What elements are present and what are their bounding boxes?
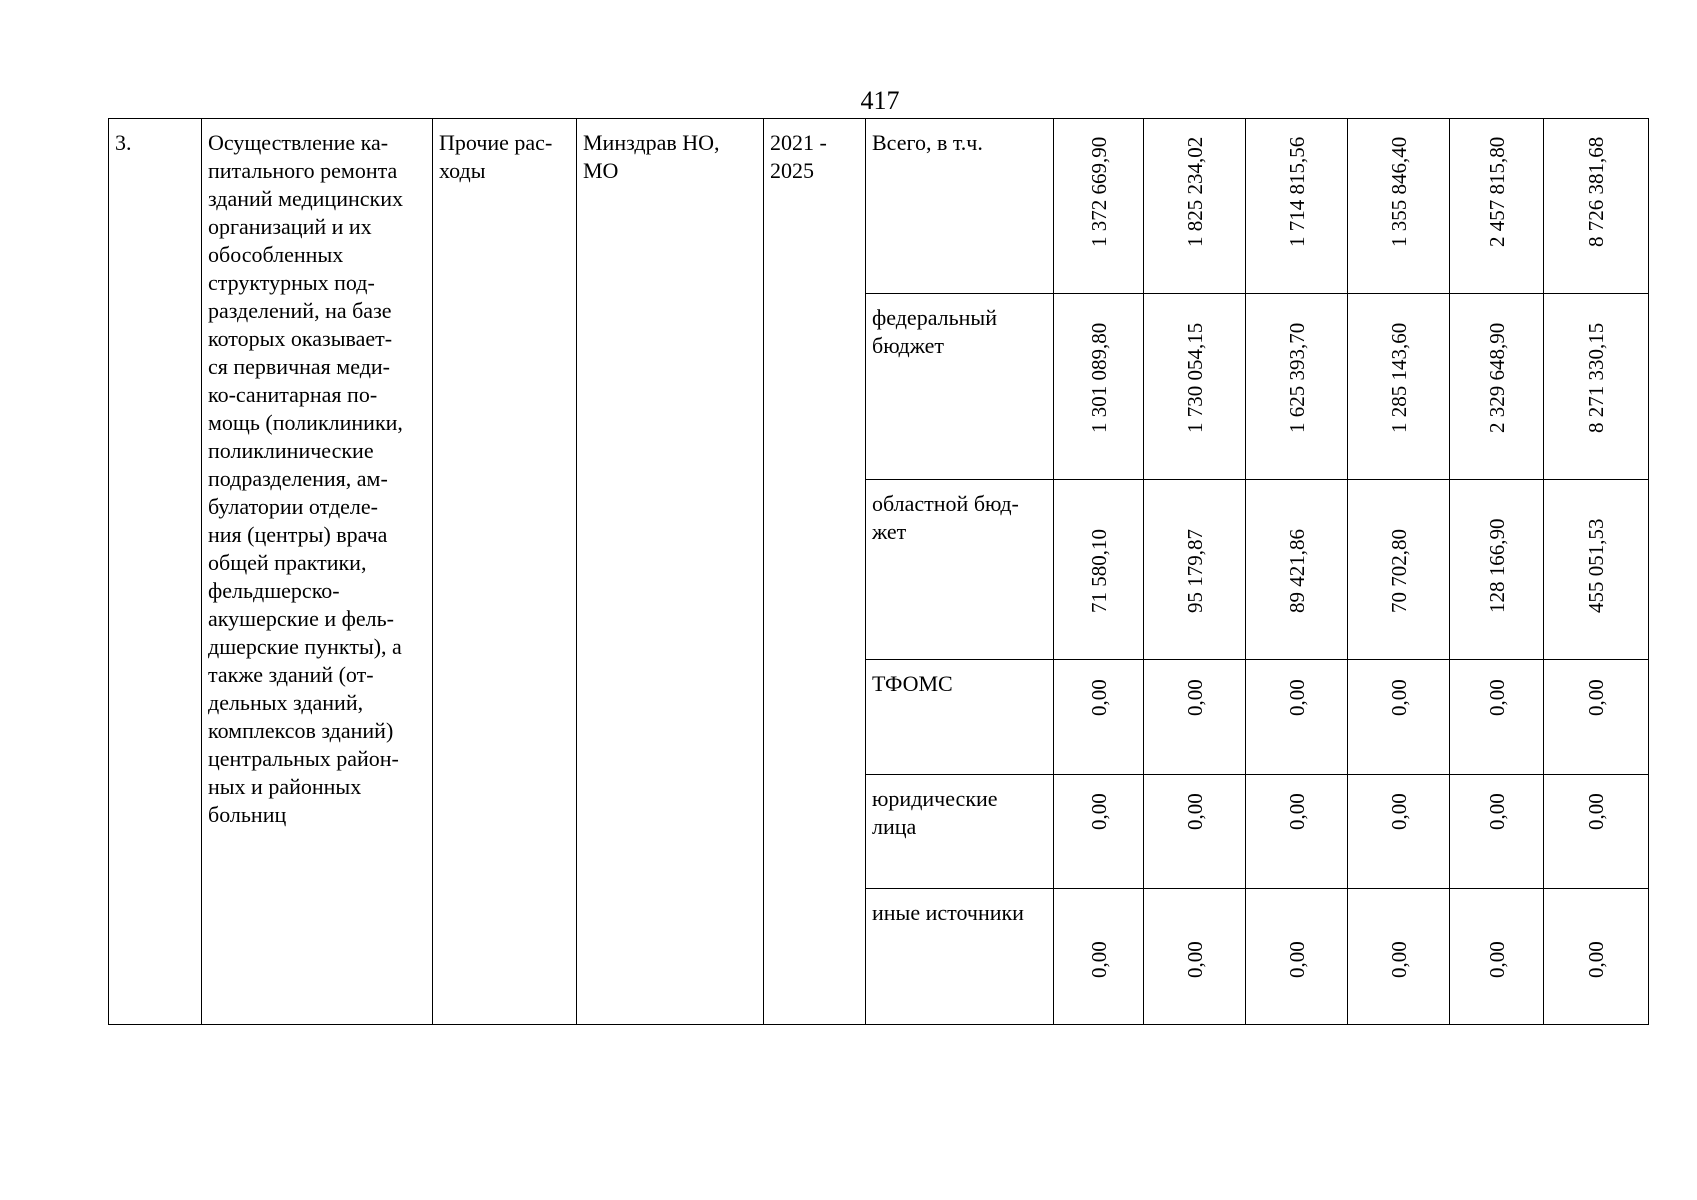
value-tfoms-year-3: 0,00 xyxy=(1284,679,1309,716)
value-cell xyxy=(1246,119,1348,294)
value-cell xyxy=(1348,775,1450,889)
executor-line: МО xyxy=(583,158,619,183)
value-cell xyxy=(1246,480,1348,660)
period-cell xyxy=(764,119,866,1025)
value-tfoms-year-1: 0,00 xyxy=(1086,679,1111,716)
description-line: поликлинические xyxy=(208,438,374,463)
value-cell xyxy=(1144,660,1246,775)
description-line: булатории отделе- xyxy=(208,494,378,519)
expense-type-line: ходы xyxy=(439,158,486,183)
value-regional-year-4: 70 702,80 xyxy=(1386,529,1411,613)
description-line: центральных район- xyxy=(208,746,399,771)
value-regional-year-5: 128 166,90 xyxy=(1484,518,1509,613)
value-cell xyxy=(1246,294,1348,480)
value-cell xyxy=(1348,660,1450,775)
description-line: разделений, на базе xyxy=(208,298,392,323)
value-federal-year-4: 1 285 143,60 xyxy=(1386,322,1411,433)
description-line: ся первичная меди- xyxy=(208,354,390,379)
value-total-year-1: 1 372 669,90 xyxy=(1086,136,1111,247)
source-label-tfoms xyxy=(866,660,1054,775)
description-cell xyxy=(202,119,433,1025)
description-line: подразделения, ам- xyxy=(208,466,388,491)
value-cell xyxy=(1144,775,1246,889)
value-cell xyxy=(1450,294,1544,480)
row-number-cell xyxy=(109,119,202,1025)
value-legal-year-3: 0,00 xyxy=(1284,793,1309,830)
value-cell xyxy=(1054,775,1144,889)
value-cell xyxy=(1054,889,1144,1025)
description-line: акушерские и фель- xyxy=(208,606,394,631)
value-cell xyxy=(1544,294,1649,480)
expense-type-cell xyxy=(433,119,577,1025)
description-line: питального ремонта xyxy=(208,158,398,183)
value-cell xyxy=(1246,660,1348,775)
source-label-line: бюджет xyxy=(872,333,944,358)
value-cell xyxy=(1246,775,1348,889)
value-cell xyxy=(1348,480,1450,660)
description-line: структурных под- xyxy=(208,270,375,295)
value-cell xyxy=(1450,119,1544,294)
description-line: ко-санитарная по- xyxy=(208,382,378,407)
value-tfoms-year-5: 0,00 xyxy=(1484,679,1509,716)
source-label-line: иные источники xyxy=(872,900,1024,925)
period-line: 2021 - xyxy=(770,130,827,155)
value-cell xyxy=(1348,889,1450,1025)
source-label-line: лица xyxy=(872,814,917,839)
value-regional-year-3: 89 421,86 xyxy=(1284,529,1309,613)
value-regional-year-2: 95 179,87 xyxy=(1182,529,1207,613)
value-total-year-4: 1 355 846,40 xyxy=(1386,136,1411,247)
value-cell xyxy=(1054,480,1144,660)
value-cell xyxy=(1144,119,1246,294)
expense-type-line: Прочие рас- xyxy=(439,130,553,155)
source-label-regional xyxy=(866,480,1054,660)
source-label-federal xyxy=(866,294,1054,480)
description-line: которых оказывает- xyxy=(208,326,393,351)
value-other-year-1: 0,00 xyxy=(1086,941,1111,978)
value-legal-year-1: 0,00 xyxy=(1086,793,1111,830)
value-total-sum: 8 726 381,68 xyxy=(1584,136,1608,247)
value-other-year-2: 0,00 xyxy=(1182,941,1207,978)
value-federal-year-3: 1 625 393,70 xyxy=(1284,322,1309,433)
description-line: ных и районных xyxy=(208,774,362,799)
value-cell xyxy=(1348,119,1450,294)
value-cell xyxy=(1144,294,1246,480)
source-label-total xyxy=(866,119,1054,294)
budget-table xyxy=(108,118,1649,1025)
value-federal-year-2: 1 730 054,15 xyxy=(1182,322,1207,433)
description-line: зданий медицинских xyxy=(208,186,403,211)
value-other-year-3: 0,00 xyxy=(1284,941,1309,978)
table-row xyxy=(109,119,1649,294)
value-tfoms-year-4: 0,00 xyxy=(1386,679,1411,716)
description-line: дельных зданий, xyxy=(208,690,364,715)
value-tfoms-year-2: 0,00 xyxy=(1182,679,1207,716)
value-cell xyxy=(1246,889,1348,1025)
value-regional-year-1: 71 580,10 xyxy=(1086,529,1111,613)
value-cell xyxy=(1054,294,1144,480)
value-cell xyxy=(1544,889,1649,1025)
description-line: организаций и их xyxy=(208,214,372,239)
description-line: также зданий (от- xyxy=(208,662,374,687)
source-label-line: юридические xyxy=(872,786,998,811)
value-total-year-2: 1 825 234,02 xyxy=(1182,136,1207,247)
value-cell xyxy=(1054,660,1144,775)
period-line: 2025 xyxy=(770,158,814,183)
value-cell xyxy=(1144,889,1246,1025)
value-federal-year-1: 1 301 089,80 xyxy=(1086,322,1111,433)
value-other-year-5: 0,00 xyxy=(1484,941,1509,978)
value-cell xyxy=(1450,775,1544,889)
source-label-line: ТФОМС xyxy=(872,671,953,696)
value-legal-year-5: 0,00 xyxy=(1484,793,1509,830)
source-label-line: федеральный xyxy=(872,305,997,330)
value-total-year-3: 1 714 815,56 xyxy=(1284,136,1309,247)
value-other-year-4: 0,00 xyxy=(1386,941,1411,978)
value-cell xyxy=(1544,480,1649,660)
value-tfoms-sum: 0,00 xyxy=(1584,679,1608,716)
description-line: комплексов зданий) xyxy=(208,718,394,743)
value-legal-sum: 0,00 xyxy=(1584,793,1608,830)
value-other-sum: 0,00 xyxy=(1584,941,1608,978)
value-cell xyxy=(1450,889,1544,1025)
value-cell xyxy=(1450,480,1544,660)
page-number: 417 xyxy=(860,86,900,115)
description-line: обособленных xyxy=(208,242,344,267)
row-number: 3. xyxy=(115,130,132,155)
value-federal-sum: 8 271 330,15 xyxy=(1584,322,1608,433)
description-line: больниц xyxy=(208,802,287,827)
source-label-other xyxy=(866,889,1054,1025)
description-line: ния (центры) врача xyxy=(208,522,388,547)
value-cell xyxy=(1348,294,1450,480)
executor-cell xyxy=(577,119,764,1025)
source-label-line: жет xyxy=(872,519,907,544)
executor-line: Минздрав НО, xyxy=(583,130,720,155)
value-regional-sum: 455 051,53 xyxy=(1584,518,1608,613)
value-cell xyxy=(1544,660,1649,775)
value-cell xyxy=(1144,480,1246,660)
value-legal-year-2: 0,00 xyxy=(1182,793,1207,830)
description-line: общей практики, xyxy=(208,550,367,575)
value-cell xyxy=(1544,119,1649,294)
value-cell xyxy=(1450,660,1544,775)
description-line: фельдшерско- xyxy=(208,578,340,603)
value-total-year-5: 2 457 815,80 xyxy=(1484,136,1509,247)
description-line: дшерские пункты), а xyxy=(208,634,402,659)
source-label-line: областной бюд- xyxy=(872,491,1019,516)
source-label-line: Всего, в т.ч. xyxy=(872,130,983,155)
source-label-legal xyxy=(866,775,1054,889)
value-federal-year-5: 2 329 648,90 xyxy=(1484,322,1509,433)
value-cell xyxy=(1054,119,1144,294)
description-line: мощь (поликлиники, xyxy=(208,410,403,435)
value-legal-year-4: 0,00 xyxy=(1386,793,1411,830)
description-line: Осуществление ка- xyxy=(208,130,389,155)
value-cell xyxy=(1544,775,1649,889)
